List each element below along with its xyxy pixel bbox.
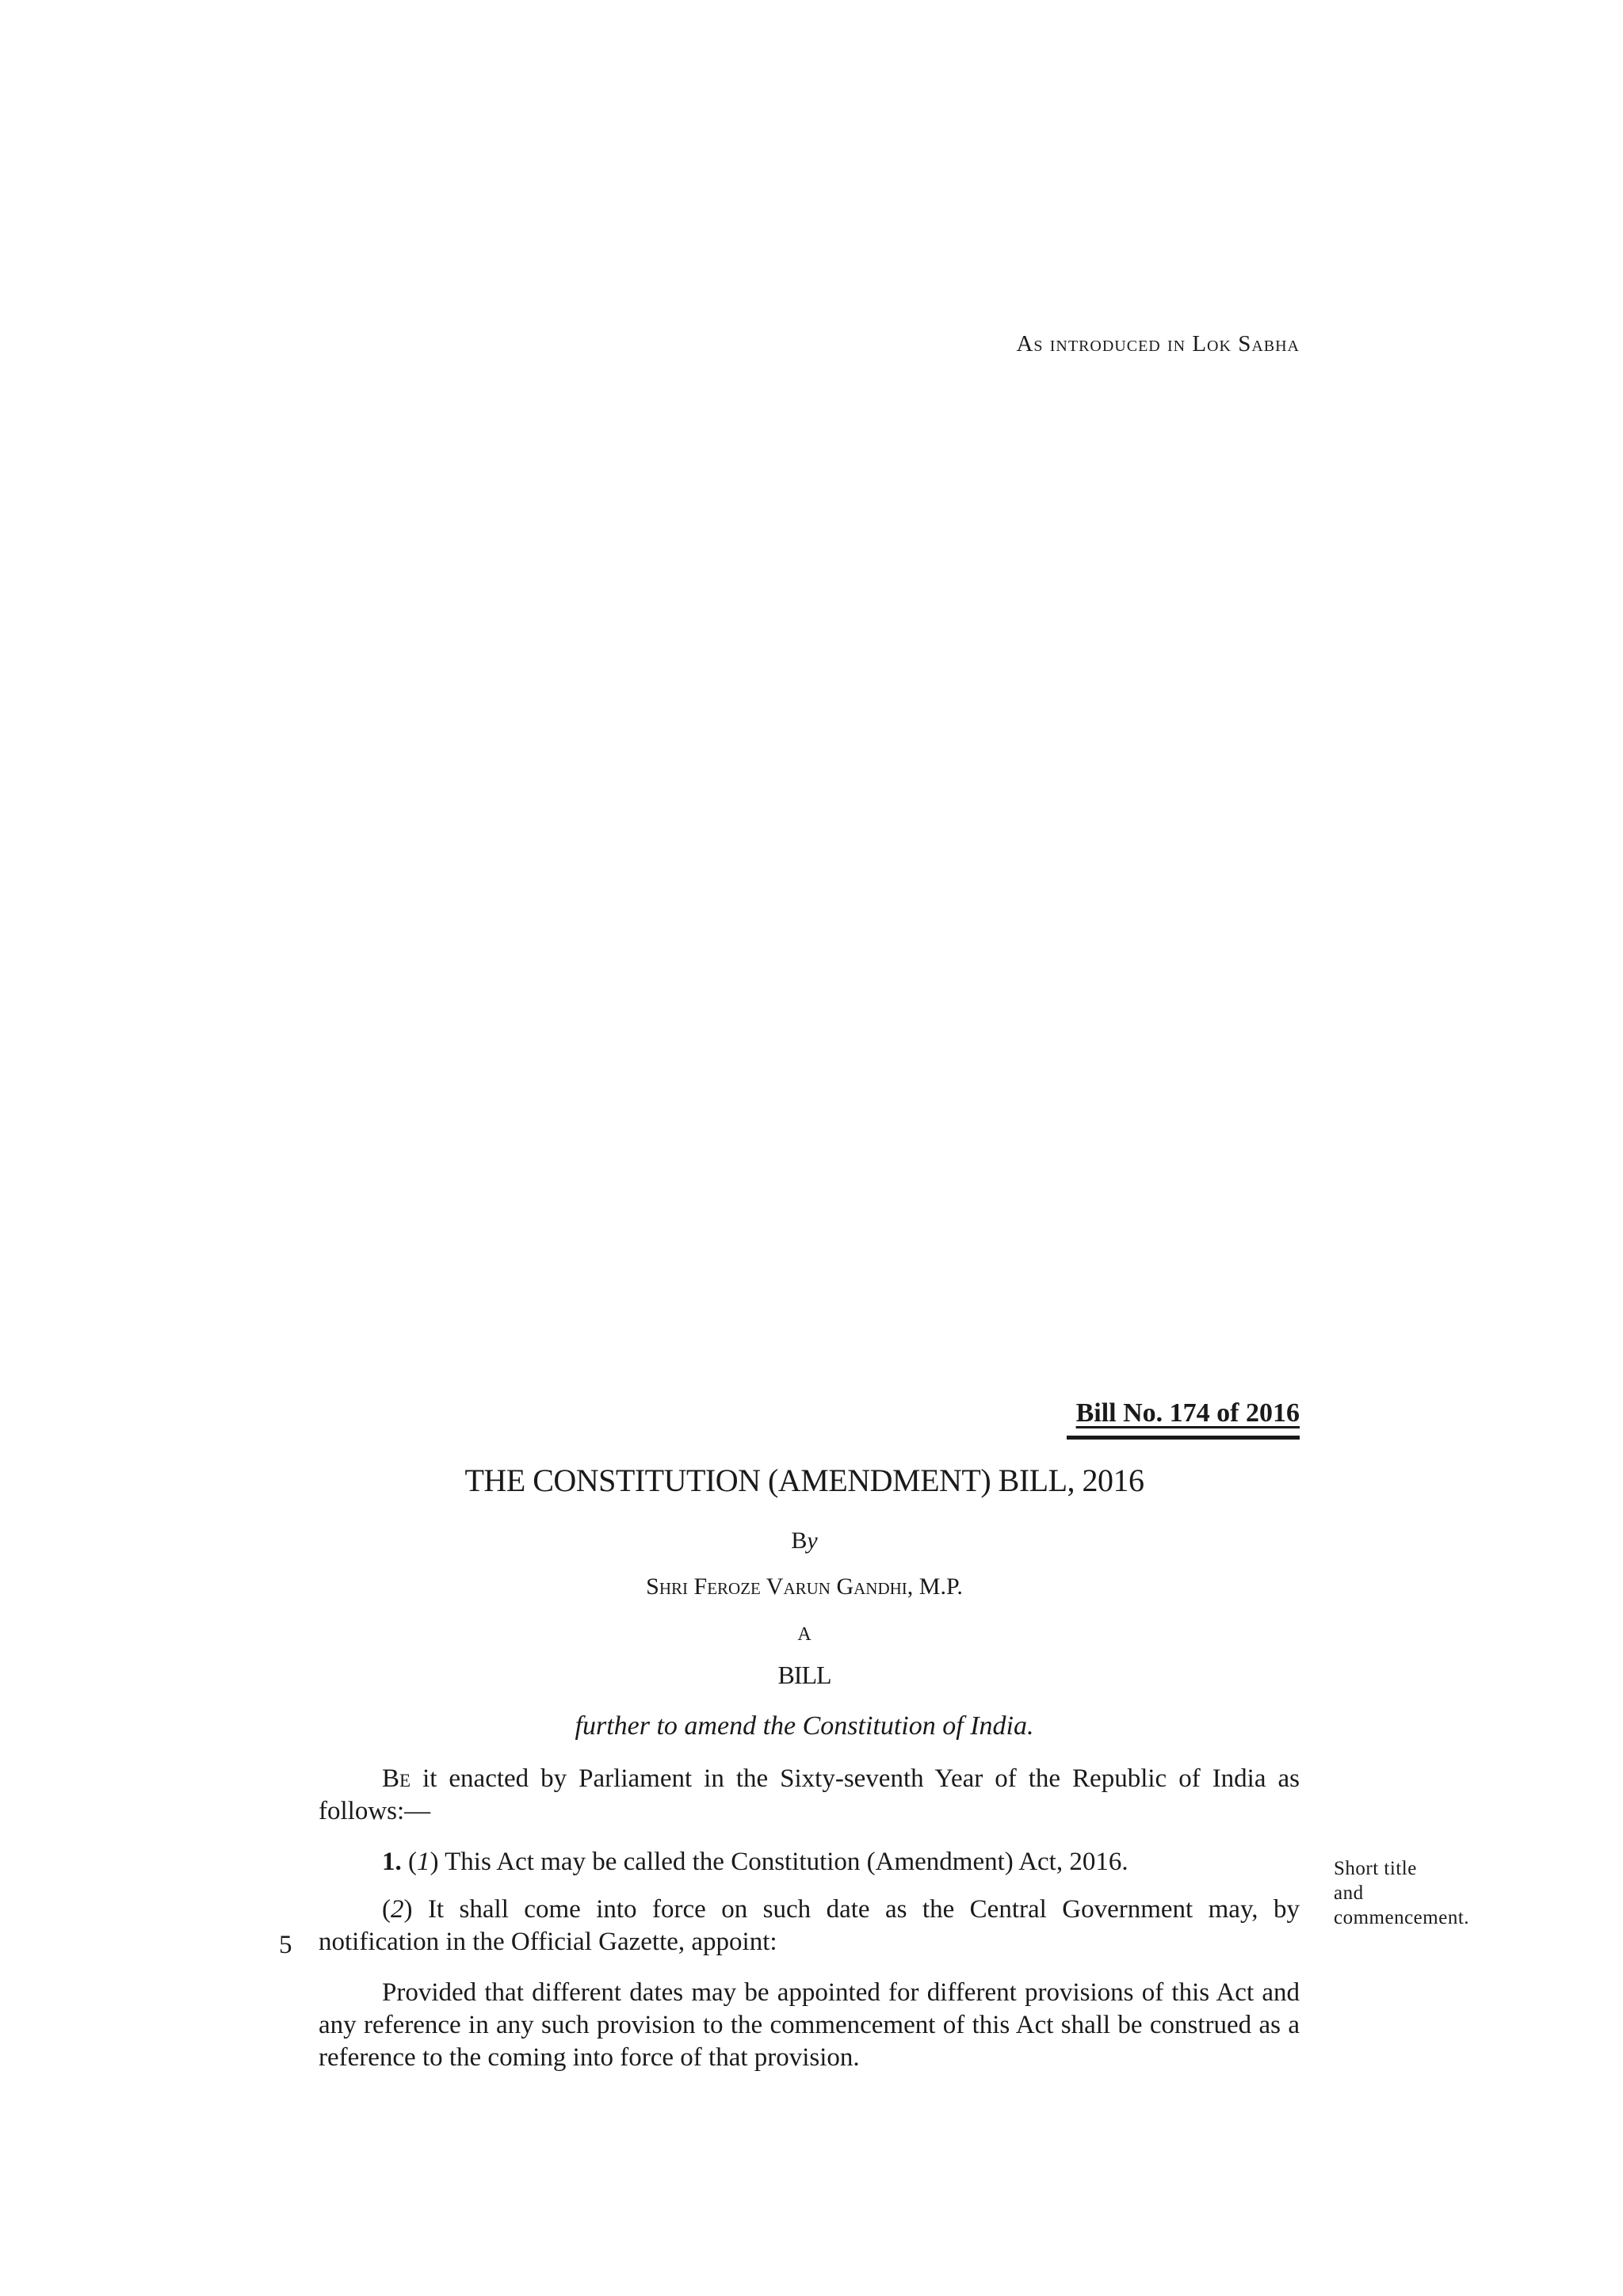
article-a: A bbox=[797, 1624, 812, 1645]
enactment-start: Be bbox=[382, 1764, 411, 1793]
by-suffix: y bbox=[807, 1527, 818, 1554]
marginal-note-line-2: and bbox=[1334, 1882, 1364, 1904]
enactment-clause bbox=[319, 1763, 1300, 1828]
marginal-note-line-3: commencement. bbox=[1334, 1907, 1470, 1928]
bill-number: Bill No. 174 of 2016 bbox=[1075, 1398, 1300, 1428]
sub-1-label: 1 bbox=[417, 1848, 430, 1876]
sub-2-label: 2 bbox=[391, 1895, 404, 1924]
by-prefix: B bbox=[791, 1527, 808, 1554]
marginal-note-line-1: Short title bbox=[1334, 1858, 1417, 1879]
by-line bbox=[317, 1527, 1292, 1554]
enactment-rest: it enacted by Parliament in the Sixty-seventh Year of the Republic of India as follows:— bbox=[319, 1764, 1300, 1825]
section-1-sub-2: (2) It shall come into force on such date as the Central Government may, by notification in the Official Gazette, appoint: bbox=[319, 1895, 1300, 1956]
section-1-number: 1. bbox=[382, 1848, 402, 1876]
proviso: Provided that different dates may be appointed for different provisions of this Act and any reference in any such provision to the commencement of this Act shall be construed as a reference to the coming into force of that provision. bbox=[319, 1978, 1300, 2072]
sub-2-text: It shall come into force on such date as the Central Government may, by notification in the Official Gazette, appoint: bbox=[319, 1895, 1300, 1956]
bill-word: BILL bbox=[777, 1661, 831, 1689]
mover-name: Shri Feroze Varun Gandhi, M.P. bbox=[646, 1573, 963, 1600]
marginal-note bbox=[1334, 1856, 1492, 1930]
bill-purpose: further to amend the Constitution of India. bbox=[575, 1711, 1034, 1741]
line-number: 5 bbox=[279, 1931, 292, 1959]
bill-number-rule bbox=[1067, 1436, 1300, 1440]
section-1-sub-1: 1. (1) This Act may be called the Constitution (Amendment) Act, 2016. bbox=[382, 1848, 1128, 1876]
introduction-status: As introduced in Lok Sabha bbox=[1016, 331, 1300, 357]
bill-title: THE CONSTITUTION (AMENDMENT) BILL, 2016 bbox=[464, 1463, 1144, 1498]
sub-1-text: This Act may be called the Constitution (Amendment) Act, 2016. bbox=[438, 1848, 1128, 1876]
